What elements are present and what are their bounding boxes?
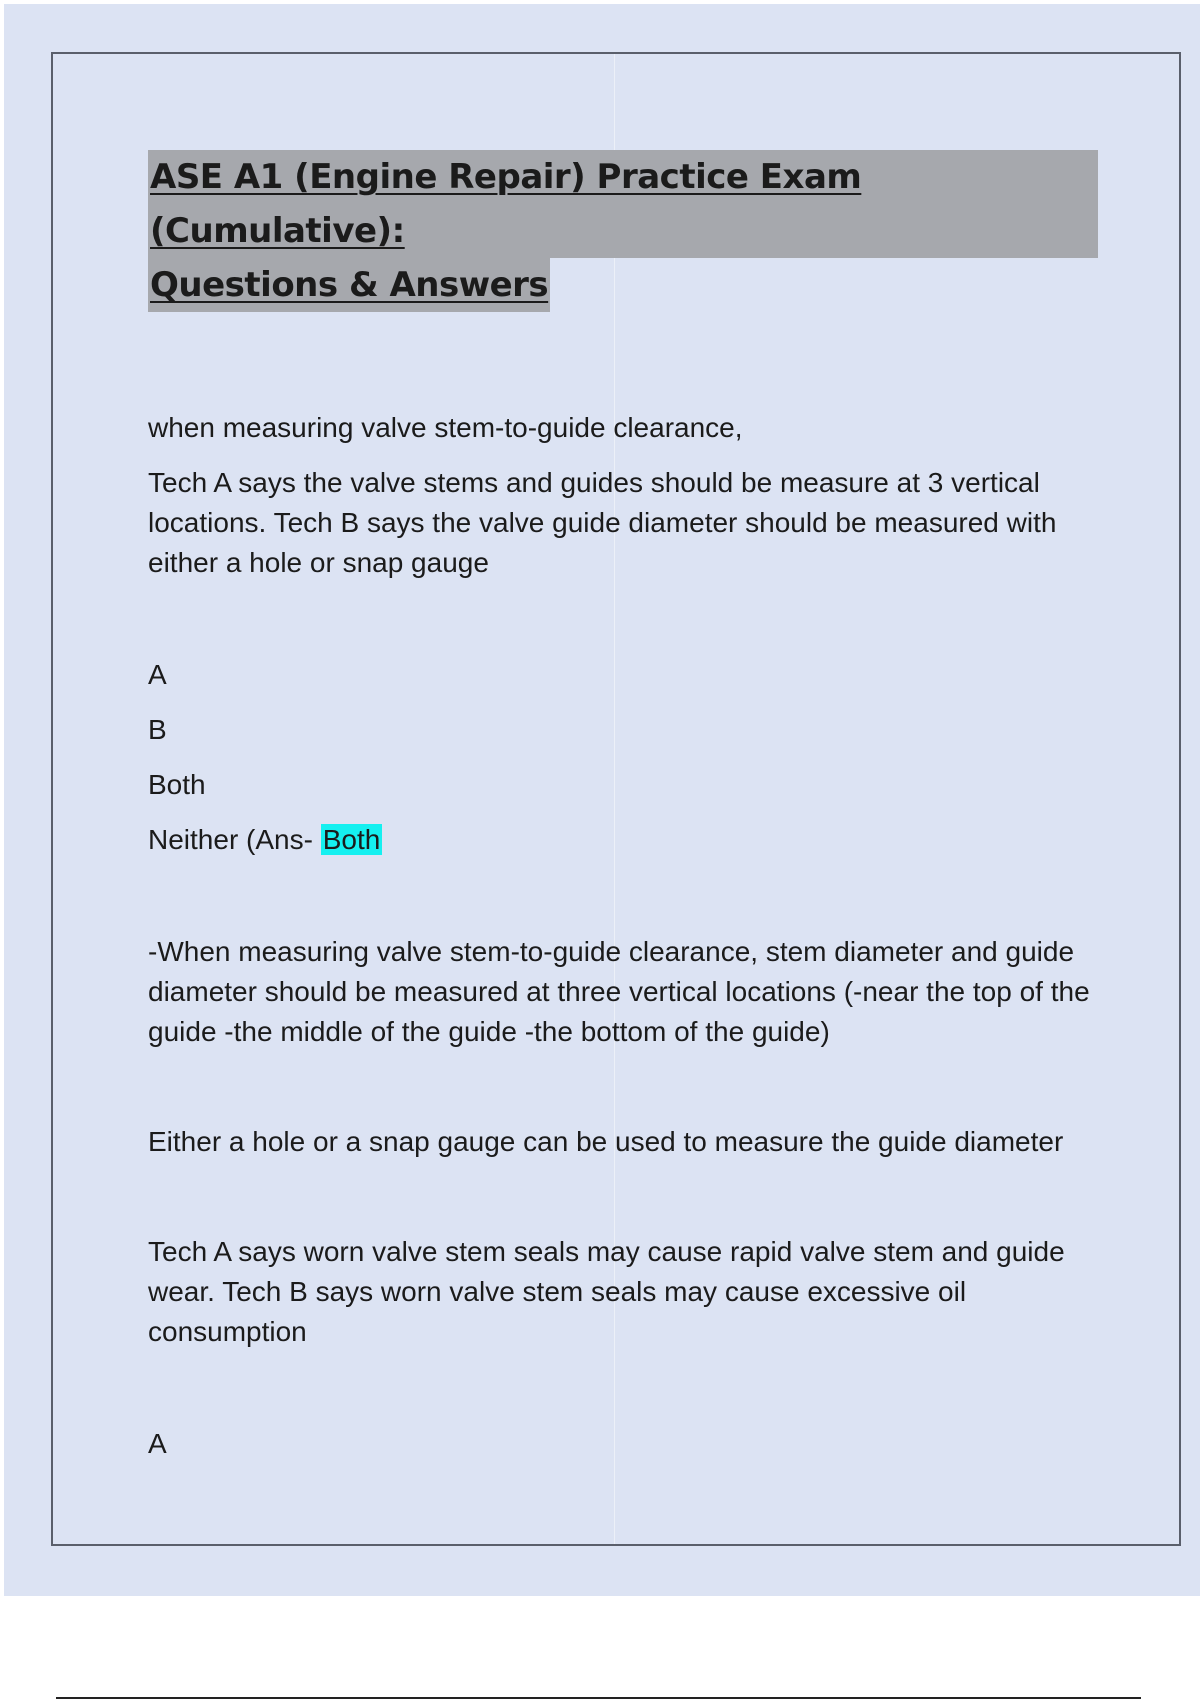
- question-1-stem: Tech A says the valve stems and guides should be measure at 3 vertical locations. Tech B says the valve guide diameter should be measured with either a hole or snap gauge: [148, 467, 1057, 578]
- document-title: [148, 150, 1098, 312]
- question-1-option-b: B: [148, 714, 167, 745]
- question-2-option-a: A: [148, 1428, 167, 1459]
- option-neither-label: Neither: [148, 824, 239, 855]
- document-content: [148, 150, 1098, 1464]
- question-1-option-a: A: [148, 659, 167, 690]
- explanation-2: Either a hole or a snap gauge can be used to measure the guide diameter: [148, 1126, 1064, 1157]
- question-1-option-neither: [148, 820, 1098, 860]
- explanation-1: -When measuring valve stem-to-guide clearance, stem diameter and guide diameter should be measured at three vertical locations (-near the top of the guide -the middle of the guide -the bottom of the guide): [148, 936, 1090, 1047]
- title-line-1: ASE A1 (Engine Repair) Practice Exam (Cumulative):: [148, 150, 1098, 258]
- answer-highlight: Both: [322, 824, 381, 855]
- footer-rule: [56, 1697, 1141, 1699]
- question-1-intro: when measuring valve stem-to-guide clearance,: [148, 412, 743, 443]
- question-2-stem: Tech A says worn valve stem seals may cause rapid valve stem and guide wear. Tech B says worn valve stem seals may cause excessive oil consumption: [148, 1236, 1065, 1347]
- title-line-2: Questions & Answers: [148, 258, 550, 312]
- question-1-option-both: Both: [148, 769, 206, 800]
- answer-prefix: (Ans-: [246, 824, 313, 855]
